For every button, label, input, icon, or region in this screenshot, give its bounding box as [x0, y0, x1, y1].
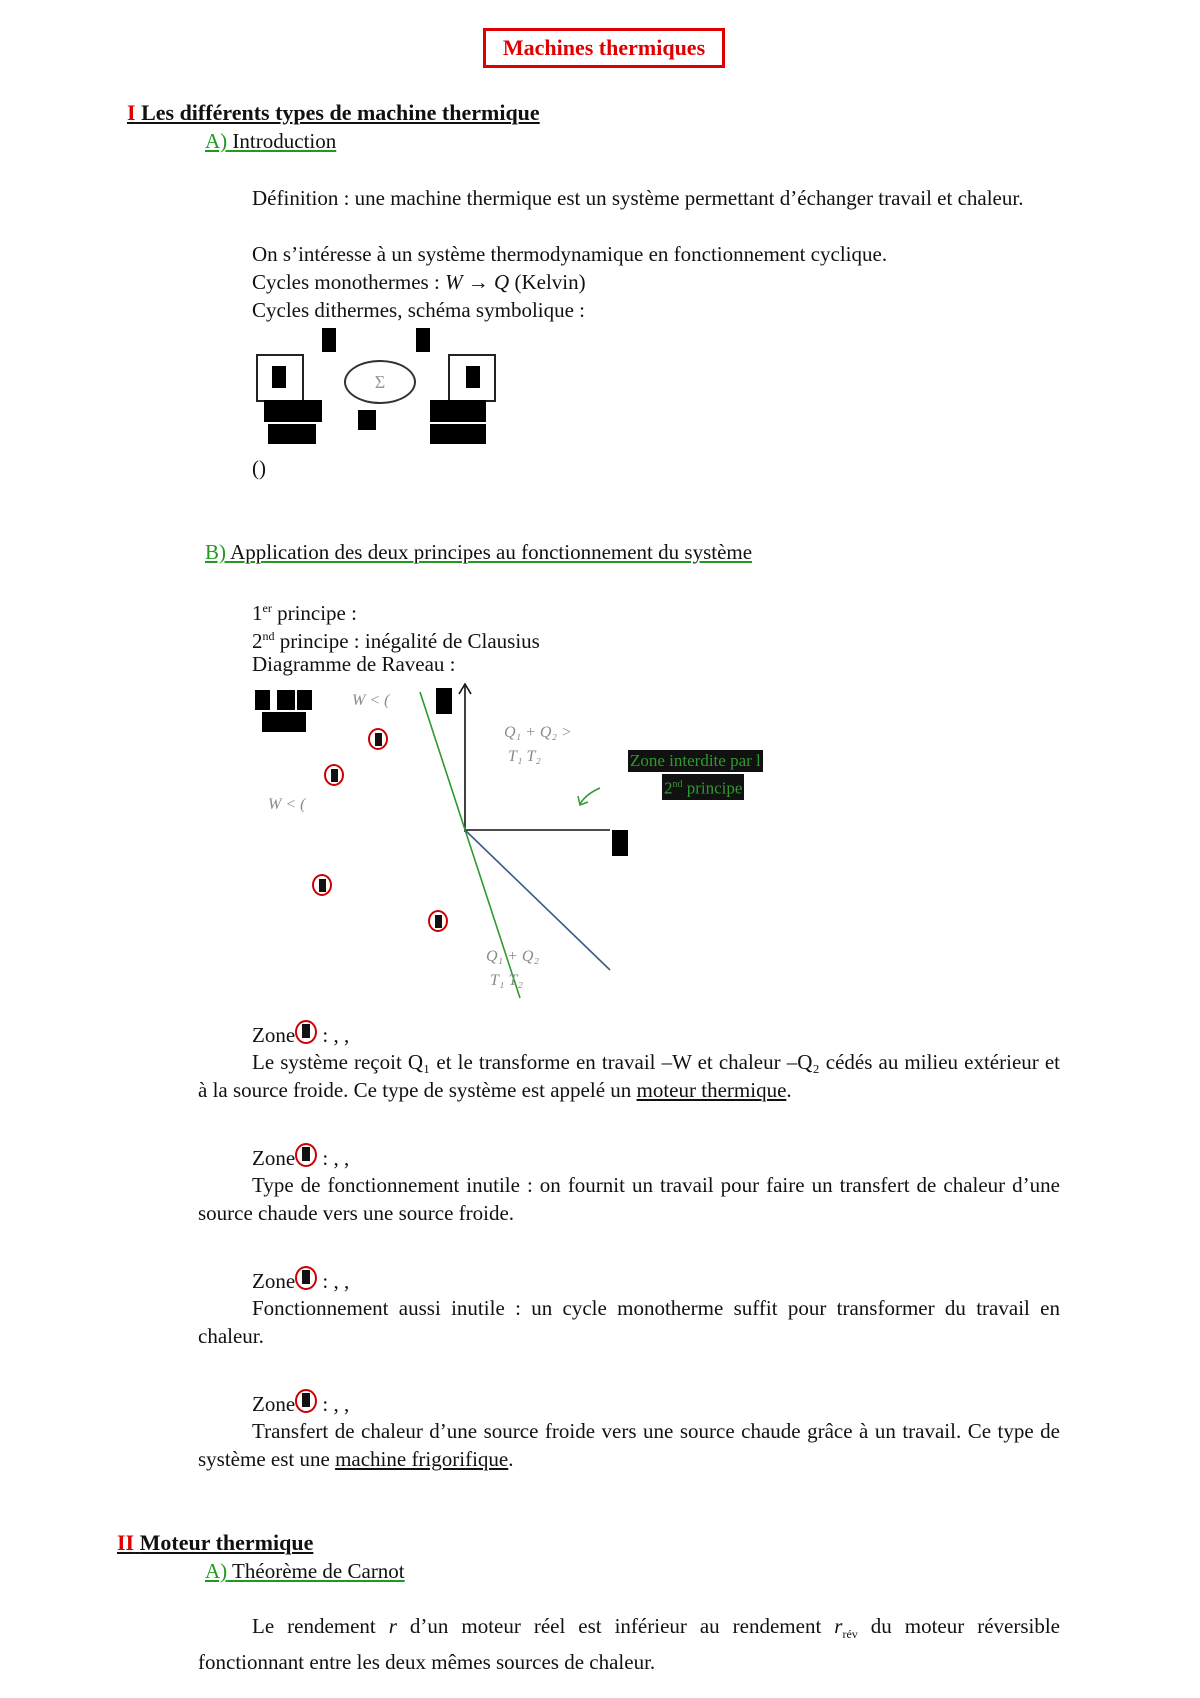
- zone-3-heading: [252, 1266, 349, 1295]
- clausius-top-t: T₁ T₂: [508, 748, 541, 765]
- p2-num: 2: [252, 629, 263, 653]
- q2-axis-glyph: [436, 688, 452, 714]
- monothermal-line: [252, 268, 586, 296]
- carnot-rrev-sub: rév: [842, 1627, 858, 1642]
- q1-axis-glyph: [612, 830, 628, 856]
- forbidden-zone-arrow: [580, 788, 600, 804]
- zone-4-marker: [428, 910, 448, 932]
- zone-4-body: Transfert de chaleur d’une source froide vers une source chaude grâce à un travail. Ce type de système est une: [198, 1419, 1060, 1471]
- subsection-2a-title: Théorème de Carnot: [232, 1559, 405, 1583]
- dithermal-line: Cycles dithermes, schéma symbolique :: [252, 298, 586, 322]
- subsection-1b-heading: [205, 538, 752, 566]
- subsection-1b-title: Application des deux principes au fonctionnement du système: [230, 540, 753, 564]
- forbidden-zone-label-1: Zone interdite par l: [630, 751, 761, 770]
- monothermal-suffix: (Kelvin): [509, 270, 586, 294]
- section-1-heading: [127, 99, 540, 127]
- definition-paragraph: Définition : une machine thermique est un système permettant d’échanger travail et chaleur.: [252, 186, 1024, 210]
- w-zero-glyph: [262, 712, 306, 732]
- carnot-r: r: [388, 1614, 397, 1638]
- section-2-number: II: [117, 1530, 135, 1555]
- zone-4-text: [198, 1417, 1060, 1473]
- zone-1-heading: [252, 1020, 349, 1049]
- hot-label-glyph-2: [268, 424, 316, 444]
- clausius-bottom-q: Q₁ + Q₂: [486, 948, 540, 965]
- zone-1-badge: [295, 1020, 317, 1044]
- forbidden-zone-label-2-sup: nd: [672, 779, 683, 790]
- clausius-top-q: Q₁ + Q₂ >: [504, 724, 572, 741]
- p1-text: principe :: [271, 601, 357, 625]
- subsection-1a-heading: [205, 127, 336, 155]
- zone-1-term: moteur thermique: [636, 1078, 787, 1102]
- p1-sup: er: [262, 601, 272, 615]
- carnot-rrev: r: [834, 1614, 843, 1638]
- section-2-title: Moteur thermique: [139, 1530, 314, 1555]
- zone-1-text: [198, 1048, 1060, 1104]
- section-1-title: Les différents types de machine thermique: [141, 100, 540, 125]
- q2-arrow-glyph: [416, 328, 430, 352]
- zone-2-heading: [252, 1143, 349, 1172]
- symbolic-schema: [252, 326, 512, 456]
- subsection-1b-letter: B): [205, 540, 226, 564]
- p1-num: 1: [252, 601, 263, 625]
- cold-source-glyph: [466, 366, 480, 388]
- q1-arrow-glyph: [322, 328, 336, 352]
- zone-4-suffix: : , ,: [317, 1392, 350, 1416]
- intro-paragraph-2: On s’intéresse à un système thermodynamique en fonctionnement cyclique.: [252, 242, 888, 266]
- hot-source-glyph: [272, 366, 286, 388]
- p2-text: principe : inégalité de Clausius: [274, 629, 540, 653]
- subsection-1a-letter: A): [205, 129, 228, 153]
- raveau-label: Diagramme de Raveau :: [252, 652, 456, 676]
- subsection-1a-title: Introduction: [232, 129, 337, 153]
- clausius-bottom-t: T₁ T₂: [490, 972, 523, 989]
- zone-1-body: Le système reçoit Q₁ et le transforme en travail –W et chaleur –Q₂ cédés au milieu extérieur et à la source froide. Ce type de système est appelé un: [198, 1050, 1060, 1102]
- cold-label-glyph: [430, 400, 486, 422]
- carnot-suffix: du moteur réversible fonctionnant entre les deux mêmes sources de chaleur.: [198, 1614, 1060, 1675]
- document-title: Machines thermiques: [483, 28, 725, 68]
- q2-axis-glyph-a: [255, 690, 270, 710]
- forbidden-zone-label-2-num: 2: [664, 778, 673, 798]
- monothermal-prefix: Cycles monothermes :: [252, 270, 446, 294]
- subsection-2a-letter: A): [205, 1559, 228, 1583]
- carnot-paragraph: [198, 1612, 1060, 1676]
- zone-1-label: Zone: [252, 1023, 296, 1047]
- equals-glyph: [277, 690, 295, 710]
- zone-4-badge: [295, 1389, 317, 1413]
- q1-axis-glyph-a: [297, 690, 312, 710]
- p2-sup: nd: [262, 629, 275, 643]
- zone-2-suffix: : , ,: [317, 1146, 350, 1170]
- zone-4-heading: [252, 1389, 349, 1418]
- zone-3-text: Fonctionnement aussi inutile : un cycle monotherme suffit pour transformer du travail en chaleur.: [198, 1296, 1060, 1348]
- zone-1-end: .: [786, 1078, 792, 1102]
- w-negative-left: W < (: [268, 796, 306, 813]
- zone-4-end: .: [508, 1447, 514, 1471]
- carnot-mid: d’un moteur réel est inférieur au rendement: [396, 1614, 835, 1638]
- zone-1-suffix: : , ,: [317, 1023, 350, 1047]
- zone-2-label: Zone: [252, 1146, 296, 1170]
- zone-3-suffix: : , ,: [317, 1269, 350, 1293]
- zone-2-badge: [295, 1143, 317, 1167]
- monothermal-formula: W → Q: [445, 270, 510, 294]
- zone-3-label: Zone: [252, 1269, 296, 1293]
- raveau-diagram: [250, 680, 810, 1010]
- w-negative-top: W < (: [352, 692, 390, 709]
- subsection-2a-heading: [205, 1557, 405, 1585]
- carnot-prefix: Le rendement: [252, 1614, 389, 1638]
- zone-2-text: Type de fonctionnement inutile : on fournit un travail pour faire un transfert de chaleur d’une source chaude vers une source froide.: [198, 1173, 1060, 1225]
- section-1-number: I: [127, 100, 136, 125]
- cold-label-glyph-2: [430, 424, 486, 444]
- hot-label-glyph: [264, 400, 322, 422]
- zone-4-label: Zone: [252, 1392, 296, 1416]
- zone-3-marker: [312, 874, 332, 896]
- section-2-heading: [117, 1529, 313, 1557]
- forbidden-zone-label-2-text: principe: [682, 778, 743, 798]
- work-glyph: [358, 410, 376, 430]
- zone-4-term: machine frigorifique: [335, 1447, 509, 1471]
- zone-3-badge: [295, 1266, 317, 1290]
- zone-2-marker: [324, 764, 344, 786]
- zone-1-marker: [368, 728, 388, 750]
- system-ellipse: Σ: [344, 360, 416, 404]
- empty-parentheses: (): [252, 456, 266, 480]
- forbidden-zone-label-2: [662, 774, 744, 800]
